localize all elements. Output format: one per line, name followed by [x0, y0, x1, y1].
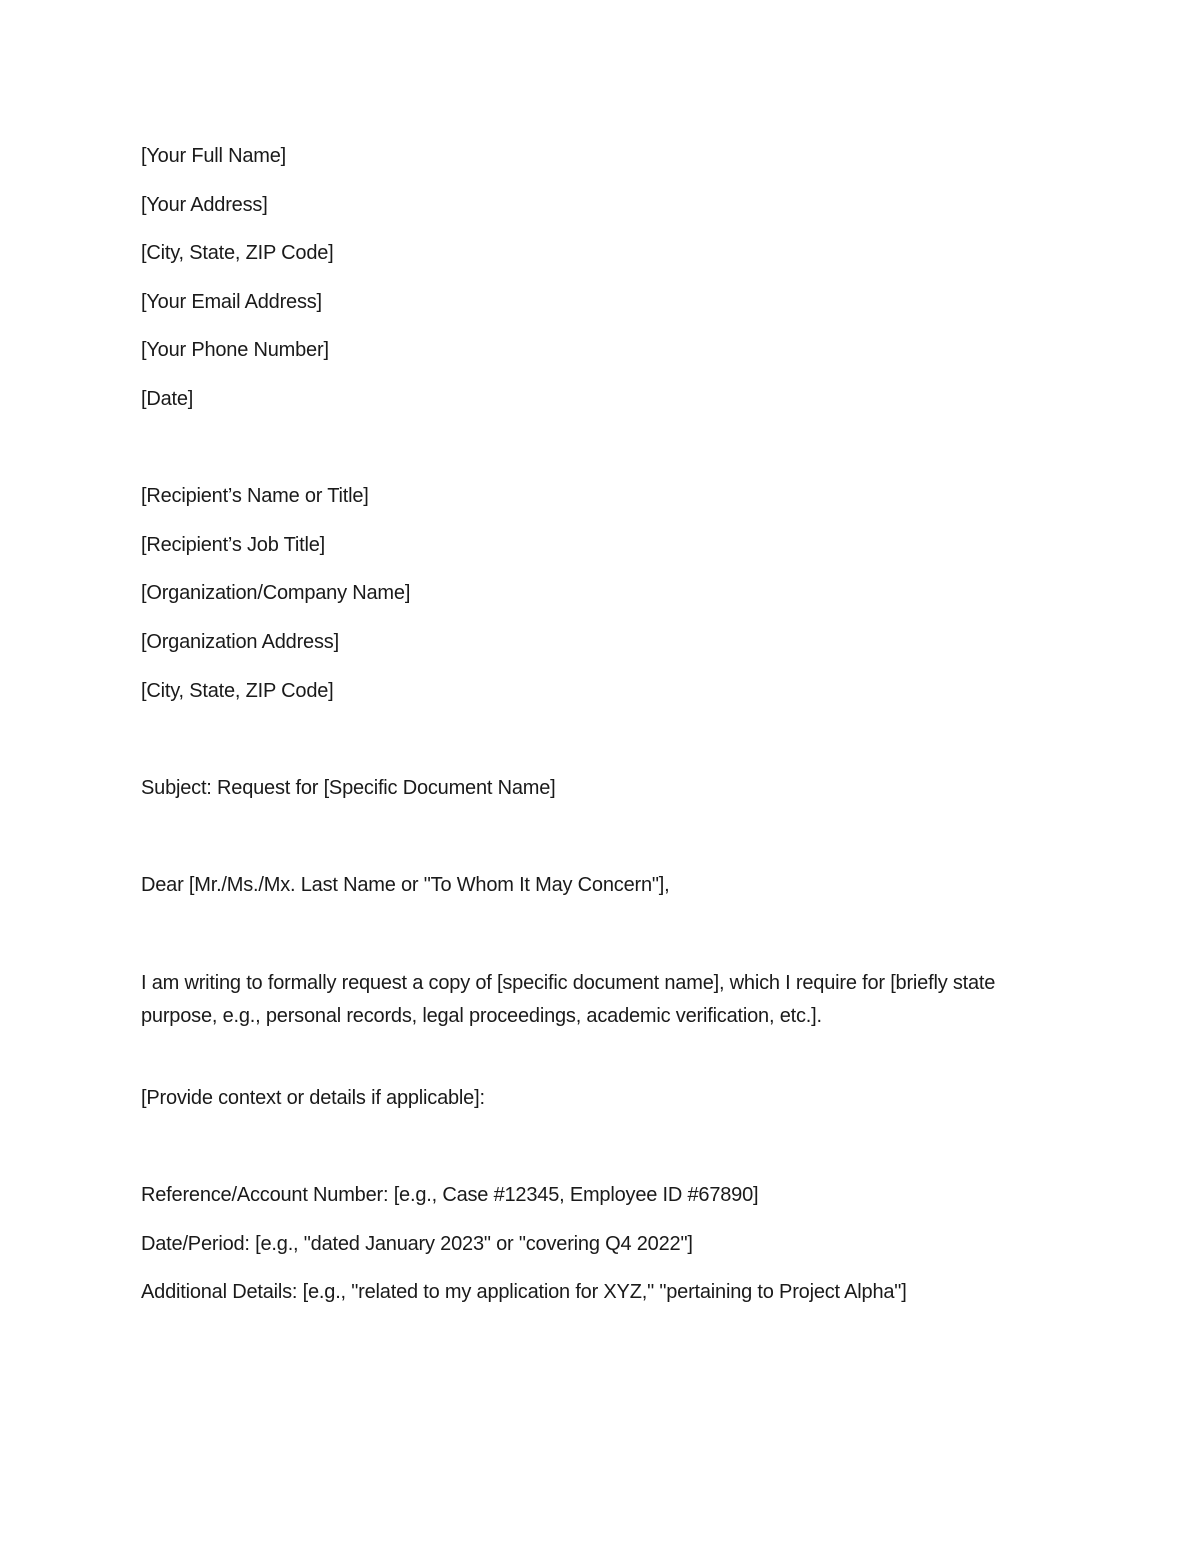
recipient-job-title: [Recipient’s Job Title]	[141, 533, 326, 556]
sender-address: [Your Address]	[141, 193, 268, 216]
spacer	[141, 724, 1061, 773]
details-list	[141, 1180, 1061, 1326]
detail-additional: Additional Details: [e.g., "related to my application for XYZ," "pertaining to Project Alpha"]	[141, 1281, 907, 1304]
spacer	[141, 821, 1061, 870]
subject-line: Subject: Request for [Specific Document Name]	[141, 776, 556, 799]
context-intro: [Provide context or details if applicable]:	[141, 1087, 485, 1110]
recipient-city-state-zip: [City, State, ZIP Code]	[141, 679, 334, 702]
detail-reference-number: Reference/Account Number: [e.g., Case #12345, Employee ID #67890]	[141, 1184, 759, 1207]
sender-full-name: [Your Full Name]	[141, 145, 287, 167]
recipient-name: [Recipient’s Name or Title]	[141, 485, 369, 508]
letter-content	[141, 141, 1061, 1326]
letter-date: [Date]	[141, 387, 194, 410]
body-paragraph: I am writing to formally request a copy of [specific document name], which I require for [briefly state purpose, e.g., personal records, legal proceedings, academic verification, etc.].	[141, 972, 996, 1028]
recipient-block	[141, 481, 1061, 724]
spacer	[141, 433, 1061, 482]
recipient-org-address: [Organization Address]	[141, 630, 339, 653]
sender-phone: [Your Phone Number]	[141, 339, 329, 362]
sender-city-state-zip: [City, State, ZIP Code]	[141, 242, 334, 265]
sender-email: [Your Email Address]	[141, 290, 322, 313]
spacer	[141, 919, 1061, 968]
detail-date-period: Date/Period: [e.g., "dated January 2023" or "covering Q4 2022"]	[141, 1232, 693, 1255]
sender-block	[141, 141, 1061, 433]
salutation: Dear [Mr./Ms./Mx. Last Name or "To Whom It May Concern"],	[141, 873, 670, 896]
recipient-organization: [Organization/Company Name]	[141, 582, 411, 605]
spacer	[141, 1132, 1061, 1181]
